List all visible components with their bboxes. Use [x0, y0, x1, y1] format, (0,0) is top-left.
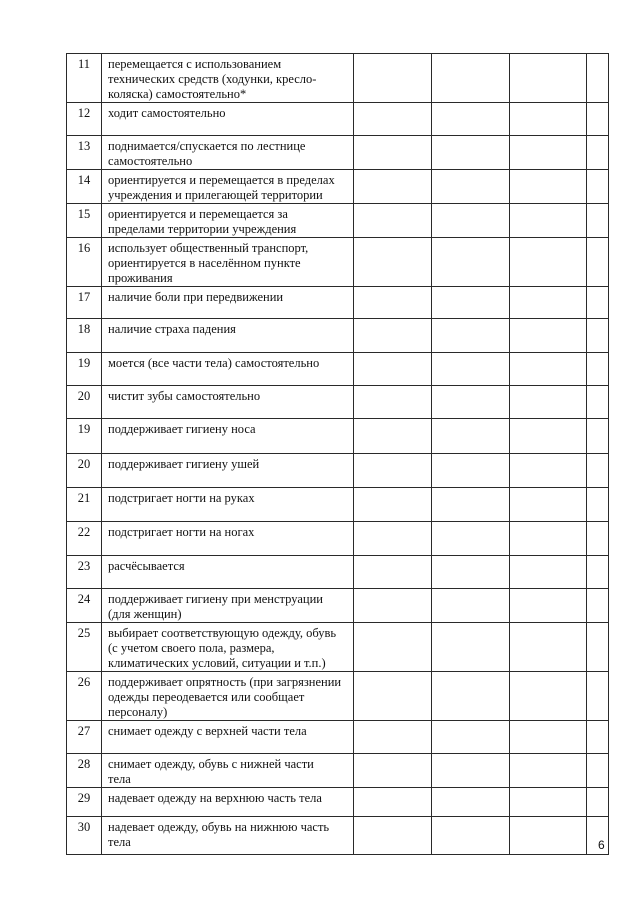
- page-number: 6: [598, 838, 605, 852]
- assessment-cell: [510, 386, 587, 419]
- assessment-cell: [510, 488, 587, 522]
- table-row: [67, 788, 609, 817]
- assessment-cell: [354, 488, 432, 522]
- assessment-cell: [510, 319, 587, 353]
- assessment-cell: [587, 754, 609, 788]
- row-description: подстригает ногти на руках: [102, 488, 354, 522]
- assessment-cell: [510, 522, 587, 556]
- assessment-cell: [587, 319, 609, 353]
- assessment-cell: [587, 54, 609, 103]
- row-description: ходит самостоятельно: [102, 103, 354, 136]
- row-number: 26: [67, 672, 102, 721]
- row-number: 16: [67, 238, 102, 287]
- row-number: 24: [67, 589, 102, 623]
- table-row: [67, 754, 609, 788]
- assessment-cell: [432, 386, 510, 419]
- row-number: 15: [67, 204, 102, 238]
- row-description: подстригает ногти на ногах: [102, 522, 354, 556]
- row-number: 27: [67, 721, 102, 754]
- row-description: наличие страха падения: [102, 319, 354, 353]
- assessment-cell: [510, 721, 587, 754]
- table-row: [67, 589, 609, 623]
- assessment-cell: [354, 623, 432, 672]
- table-row: [67, 721, 609, 754]
- row-number: 14: [67, 170, 102, 204]
- assessment-cell: [432, 522, 510, 556]
- assessment-cell: [432, 556, 510, 589]
- assessment-cell: [587, 136, 609, 170]
- assessment-cell: [432, 788, 510, 817]
- row-number: 22: [67, 522, 102, 556]
- assessment-cell: [354, 589, 432, 623]
- assessment-cell: [587, 353, 609, 386]
- row-description: снимает одежду, обувь с нижней части тела: [102, 754, 354, 788]
- assessment-cell: [510, 589, 587, 623]
- row-number: 25: [67, 623, 102, 672]
- assessment-cell: [354, 754, 432, 788]
- assessment-cell: [354, 238, 432, 287]
- assessment-cell: [432, 54, 510, 103]
- assessment-cell: [432, 319, 510, 353]
- assessment-cell: [432, 488, 510, 522]
- assessment-cell: [432, 623, 510, 672]
- assessment-cell: [432, 672, 510, 721]
- table-row: [67, 623, 609, 672]
- assessment-cell: [587, 721, 609, 754]
- assessment-cell: [354, 522, 432, 556]
- assessment-cell: [432, 721, 510, 754]
- assessment-cell: [354, 103, 432, 136]
- row-number: 12: [67, 103, 102, 136]
- assessment-cell: [354, 386, 432, 419]
- table-row: [67, 522, 609, 556]
- table-row: [67, 556, 609, 589]
- assessment-cell: [354, 170, 432, 204]
- assessment-cell: [587, 522, 609, 556]
- assessment-cell: [432, 353, 510, 386]
- assessment-cell: [432, 454, 510, 488]
- row-number: 19: [67, 353, 102, 386]
- table-row: [67, 170, 609, 204]
- row-description: перемещается с использованием технических средств (ходунки, кресло- коляска) самостоятельно*: [102, 54, 354, 103]
- assessment-cell: [587, 488, 609, 522]
- assessment-cell: [432, 170, 510, 204]
- assessment-cell: [510, 672, 587, 721]
- assessment-table-body: [67, 54, 609, 855]
- assessment-cell: [587, 556, 609, 589]
- row-description: выбирает соответствующую одежду, обувь (с учетом своего пола, размера, климатических условий, ситуации и т.п.): [102, 623, 354, 672]
- assessment-cell: [432, 817, 510, 855]
- assessment-cell: [510, 454, 587, 488]
- assessment-cell: [510, 204, 587, 238]
- table-row: [67, 672, 609, 721]
- row-description: надевает одежду на верхнюю часть тела: [102, 788, 354, 817]
- table-row: [67, 488, 609, 522]
- row-number: 29: [67, 788, 102, 817]
- assessment-cell: [354, 353, 432, 386]
- row-number: 20: [67, 386, 102, 419]
- table-row: [67, 817, 609, 855]
- assessment-cell: [354, 287, 432, 319]
- assessment-cell: [510, 788, 587, 817]
- assessment-cell: [510, 623, 587, 672]
- row-description: наличие боли при передвижении: [102, 287, 354, 319]
- assessment-cell: [587, 103, 609, 136]
- assessment-cell: [510, 238, 587, 287]
- table-row: [67, 287, 609, 319]
- assessment-cell: [587, 788, 609, 817]
- assessment-cell: [354, 817, 432, 855]
- row-number: 23: [67, 556, 102, 589]
- assessment-cell: [510, 287, 587, 319]
- row-number: 30: [67, 817, 102, 855]
- row-description: ориентируется и перемещается за пределами территории учреждения: [102, 204, 354, 238]
- assessment-cell: [587, 672, 609, 721]
- assessment-cell: [510, 170, 587, 204]
- table-row: [67, 319, 609, 353]
- table-row: [67, 419, 609, 454]
- assessment-cell: [354, 721, 432, 754]
- row-description: чистит зубы самостоятельно: [102, 386, 354, 419]
- row-description: снимает одежду с верхней части тела: [102, 721, 354, 754]
- assessment-cell: [354, 54, 432, 103]
- row-number: 20: [67, 454, 102, 488]
- row-description: надевает одежду, обувь на нижнюю часть тела: [102, 817, 354, 855]
- assessment-cell: [510, 103, 587, 136]
- assessment-cell: [587, 623, 609, 672]
- assessment-cell: [587, 589, 609, 623]
- row-number: 19: [67, 419, 102, 454]
- assessment-cell: [354, 556, 432, 589]
- assessment-cell: [510, 353, 587, 386]
- assessment-cell: [432, 419, 510, 454]
- assessment-cell: [354, 136, 432, 170]
- assessment-cell: [587, 419, 609, 454]
- assessment-cell: [432, 103, 510, 136]
- row-number: 13: [67, 136, 102, 170]
- row-description: моется (все части тела) самостоятельно: [102, 353, 354, 386]
- row-number: 17: [67, 287, 102, 319]
- assessment-cell: [587, 454, 609, 488]
- table-row: [67, 454, 609, 488]
- assessment-cell: [354, 419, 432, 454]
- row-description: ориентируется и перемещается в пределах учреждения и прилегающей территории: [102, 170, 354, 204]
- assessment-cell: [354, 672, 432, 721]
- table-row: [67, 238, 609, 287]
- row-number: 21: [67, 488, 102, 522]
- row-number: 18: [67, 319, 102, 353]
- assessment-cell: [587, 170, 609, 204]
- table-row: [67, 136, 609, 170]
- assessment-cell: [510, 754, 587, 788]
- assessment-cell: [354, 319, 432, 353]
- row-number: 11: [67, 54, 102, 103]
- assessment-cell: [432, 136, 510, 170]
- row-description: поддерживает опрятность (при загрязнении одежды переодевается или сообщает персоналу): [102, 672, 354, 721]
- assessment-cell: [510, 817, 587, 855]
- assessment-cell: [510, 556, 587, 589]
- row-description: поддерживает гигиену ушей: [102, 454, 354, 488]
- table-row: [67, 386, 609, 419]
- row-number: 28: [67, 754, 102, 788]
- table-row: [67, 103, 609, 136]
- table-row: [67, 54, 609, 103]
- table-row: [67, 204, 609, 238]
- assessment-cell: [510, 54, 587, 103]
- assessment-cell: [354, 454, 432, 488]
- assessment-cell: [587, 386, 609, 419]
- assessment-cell: [510, 136, 587, 170]
- assessment-cell: [510, 419, 587, 454]
- assessment-cell: [587, 287, 609, 319]
- assessment-cell: [432, 589, 510, 623]
- assessment-table: [66, 53, 609, 855]
- assessment-cell: [587, 238, 609, 287]
- assessment-cell: [432, 204, 510, 238]
- row-description: использует общественный транспорт, ориентируется в населённом пункте проживания: [102, 238, 354, 287]
- assessment-cell: [354, 204, 432, 238]
- assessment-cell: [432, 238, 510, 287]
- assessment-cell: [354, 788, 432, 817]
- assessment-cell: [432, 754, 510, 788]
- row-description: поднимается/спускается по лестнице самостоятельно: [102, 136, 354, 170]
- assessment-cell: [432, 287, 510, 319]
- assessment-cell: [587, 204, 609, 238]
- row-description: поддерживает гигиену носа: [102, 419, 354, 454]
- row-description: расчёсывается: [102, 556, 354, 589]
- row-description: поддерживает гигиену при менструации (для женщин): [102, 589, 354, 623]
- table-row: [67, 353, 609, 386]
